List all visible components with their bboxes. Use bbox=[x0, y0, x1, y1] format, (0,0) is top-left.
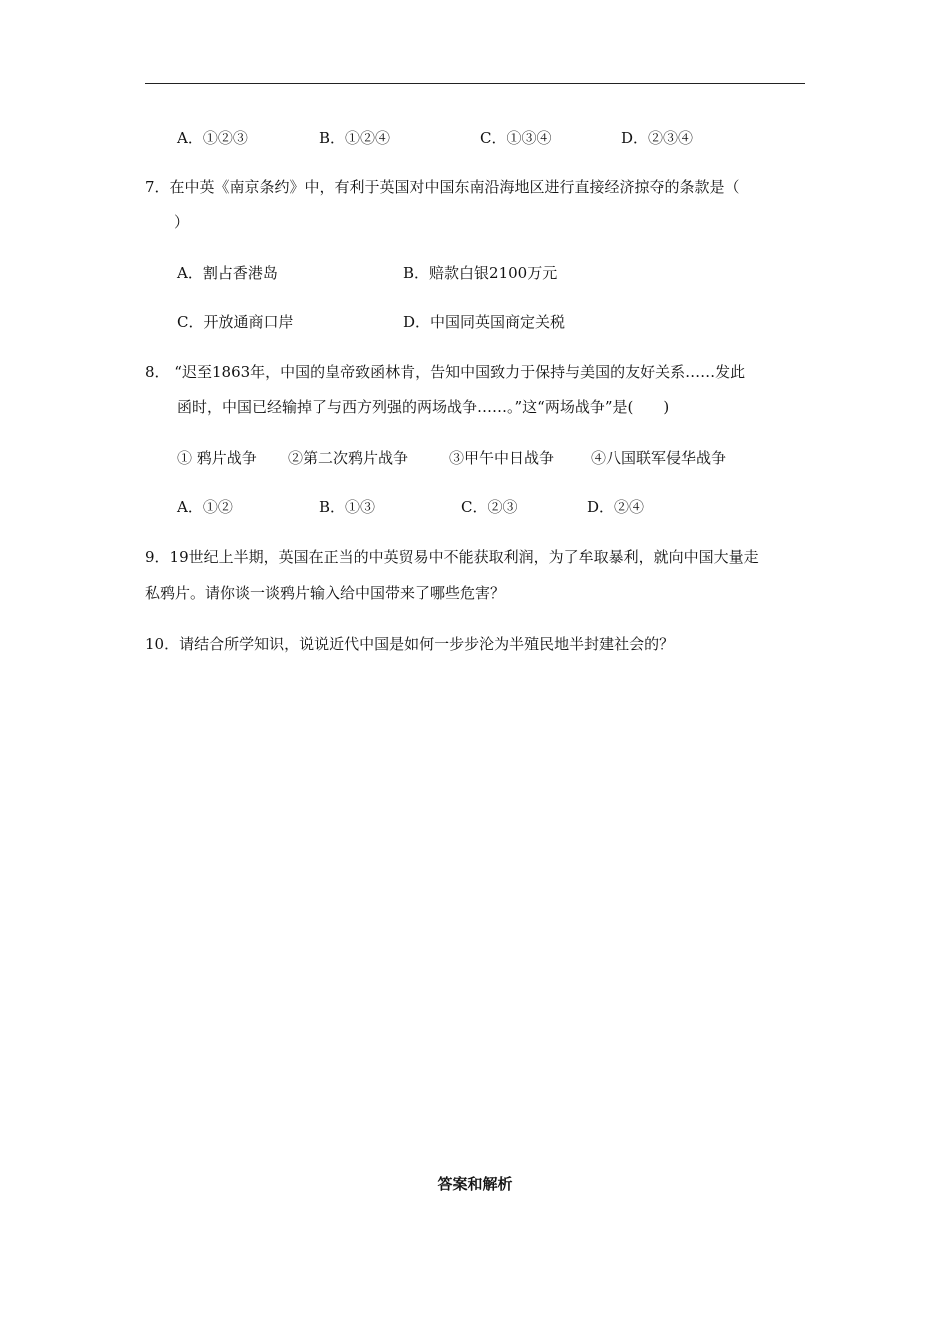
header-rule bbox=[145, 83, 805, 84]
q8-stem-line2: 函时，中国已经输掉了与西方列强的两场战争……。”这“两场战争”是( ) bbox=[177, 398, 670, 416]
q10-stem: 10．请结合所学知识，说说近代中国是如何一步步沦为半殖民地半封建社会的？ bbox=[145, 635, 675, 653]
q7-option-c: C．开放通商口岸 bbox=[177, 313, 294, 331]
q8-item-1: ① 鸦片战争 bbox=[177, 449, 257, 467]
q9-stem-line2: 私鸦片。请你谈一谈鸦片输入给中国带来了哪些危害？ bbox=[145, 584, 506, 602]
q7-option-d: D．中国同英国商定关税 bbox=[403, 313, 566, 331]
q8-option-a: A．①② bbox=[177, 498, 233, 516]
q8-stem-line1: 8． “迟至1863年，中国的皇帝致函林肯，告知中国致力于保持与美国的友好关系……发此 bbox=[145, 363, 746, 381]
q8-option-c: C．②③ bbox=[461, 498, 518, 516]
q8-item-3: ③甲午中日战争 bbox=[449, 449, 555, 467]
q6-option-d: D．②③④ bbox=[621, 129, 694, 147]
q7-option-b: B．赔款白银2100万元 bbox=[403, 264, 558, 282]
q7-option-a: A．割占香港岛 bbox=[177, 264, 278, 282]
q8-item-4: ④八国联军侵华战争 bbox=[591, 449, 727, 467]
answers-title: 答案和解析 bbox=[437, 1175, 513, 1193]
q6-option-a: A．①②③ bbox=[177, 129, 248, 147]
q7-stem-line1: 7．在中英《南京条约》中，有利于英国对中国东南沿海地区进行直接经济掠夺的条款是（ bbox=[145, 178, 740, 196]
q8-option-d: D．②④ bbox=[587, 498, 645, 516]
q6-option-b: B．①②④ bbox=[319, 129, 391, 147]
q8-item-2: ②第二次鸦片战争 bbox=[288, 449, 409, 467]
q8-option-b: B．①③ bbox=[319, 498, 376, 516]
q6-option-c: C．①③④ bbox=[480, 129, 552, 147]
q7-stem-line2: ） bbox=[174, 213, 190, 231]
q9-stem-line1: 9．19世纪上半期，英国在正当的中英贸易中不能获取利润，为了牟取暴利，就向中国大量走 bbox=[145, 548, 759, 566]
